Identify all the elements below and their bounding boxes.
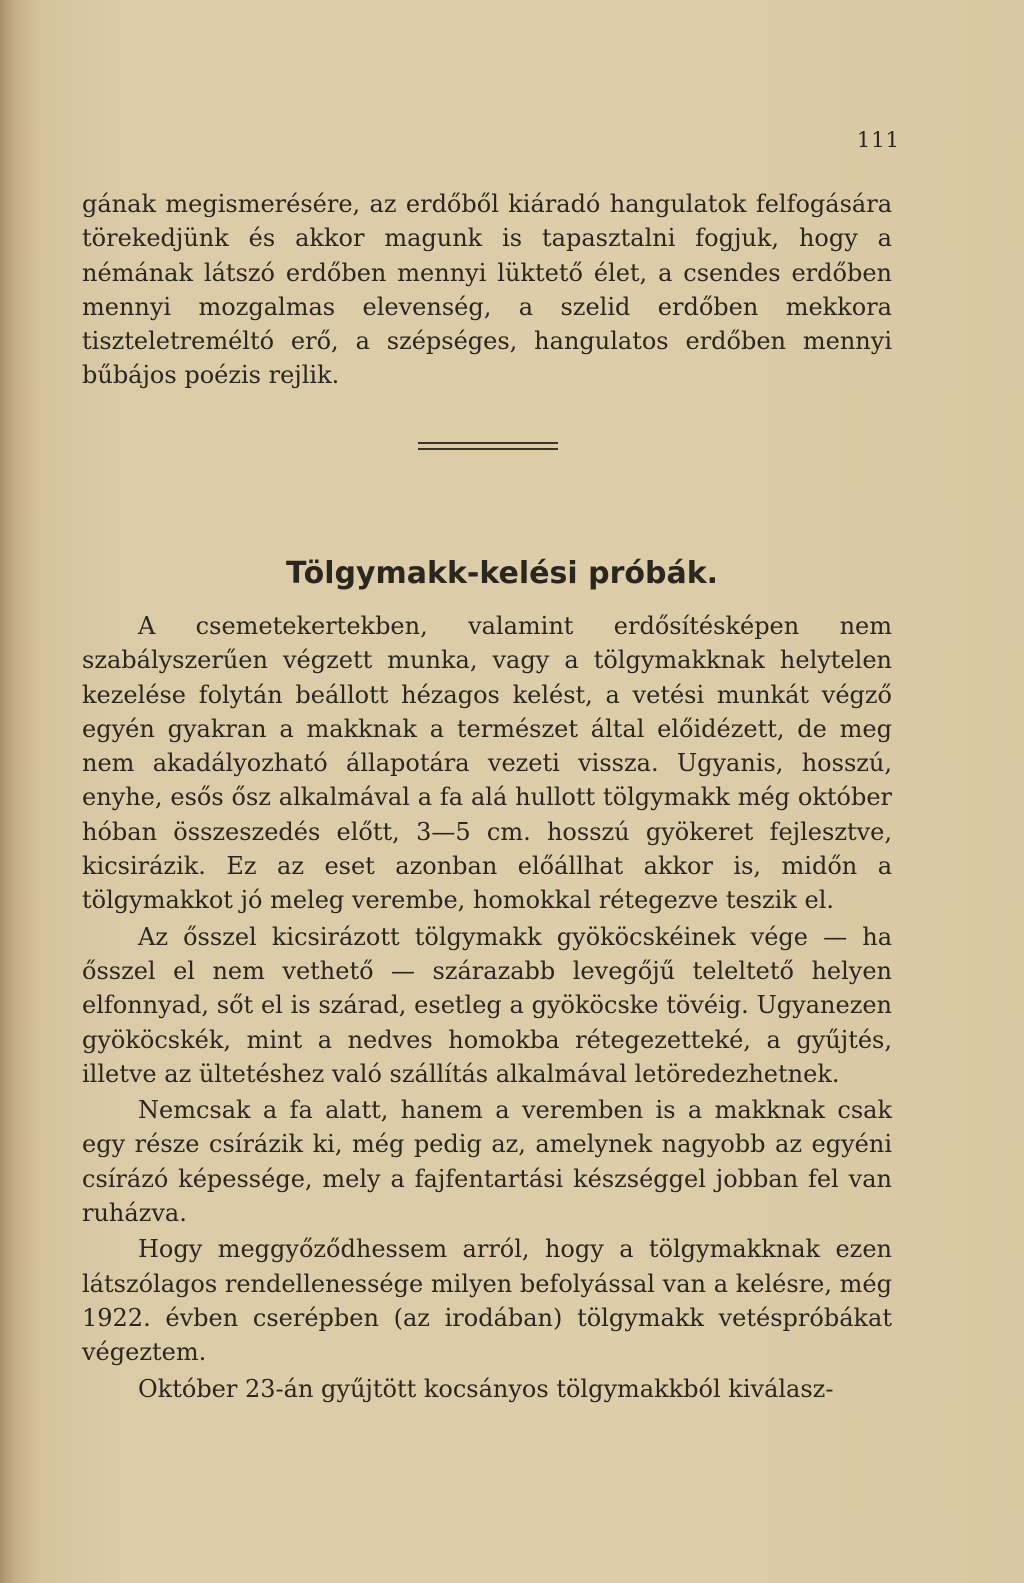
section-divider bbox=[418, 442, 558, 450]
body-paragraph-1: A csemetekertekben, valamint erdősítésképen nem szabályszerűen végzett munka, vagy a tölgymakknak helytelen kezelése folytán beállott hézagos kelést, a vetési munkát végző egyén gyakran a makknak a természet által előidézett, de meg nem akadályozható állapotára vezeti vissza. Ugyanis, hosszú, enyhe, esős ősz alkalmával a fa alá hullott tölgymakk még október hóban összeszedés előtt, 3—5 cm. hosszú gyökeret fejlesztve, kicsirázik. Ez az eset azonban előállhat akkor is, midőn a tölgymakkot jó meleg verembe, homokkal rétegezve teszik el. bbox=[82, 612, 892, 915]
page-number: 111 bbox=[856, 128, 900, 152]
body-paragraph-5: Október 23-án gyűjtött kocsányos tölgymakkból kiválasz- bbox=[138, 1374, 834, 1403]
intro-text bbox=[82, 187, 892, 393]
intro-paragraph: gának megismerésére, az erdőből kiáradó hangulatok felfogására törekedjünk és akkor magunk is tapasztalni fogjuk, hogy a némának látszó erdőben mennyi lüktető élet, a csendes erdőben mennyi mozgalmas elevenség, a szelid erdőben mekkora tiszteletreméltó erő, a szépséges, hangulatos erdőben mennyi bűbájos poézis rejlik. bbox=[82, 190, 892, 390]
body-paragraph-3: Nemcsak a fa alatt, hanem a veremben is a makknak csak egy része csírázik ki, még pedig az, amelynek nagyobb az egyéni csírázó képessége, mely a fajfentartási készséggel jobban fel van ruházva. bbox=[82, 1096, 892, 1228]
body-paragraph-2: Az ősszel kicsirázott tölgymakk gyököcskéinek vége — ha ősszel el nem vethető — szárazabb levegőjű teleltető helyen elfonnyad, sőt el is szárad, esetleg a gyököcske tövéig. Ugyanezen gyököcskék, mint a nedves homokba rétegezetteké, a gyűjtés, illetve az ültetéshez való szállítás alkalmával letöredezhetnek. bbox=[82, 922, 892, 1088]
section-body bbox=[82, 609, 892, 1408]
section-title: Tölgymakk-kelési próbák. bbox=[285, 556, 719, 591]
body-paragraph-4: Hogy meggyőződhessem arról, hogy a tölgymakknak ezen látszólagos rendellenessége milyen befolyással van a kelésre, még 1922. évben cserépben (az irodában) tölgymakk vetéspróbákat végeztem. bbox=[82, 1235, 892, 1367]
